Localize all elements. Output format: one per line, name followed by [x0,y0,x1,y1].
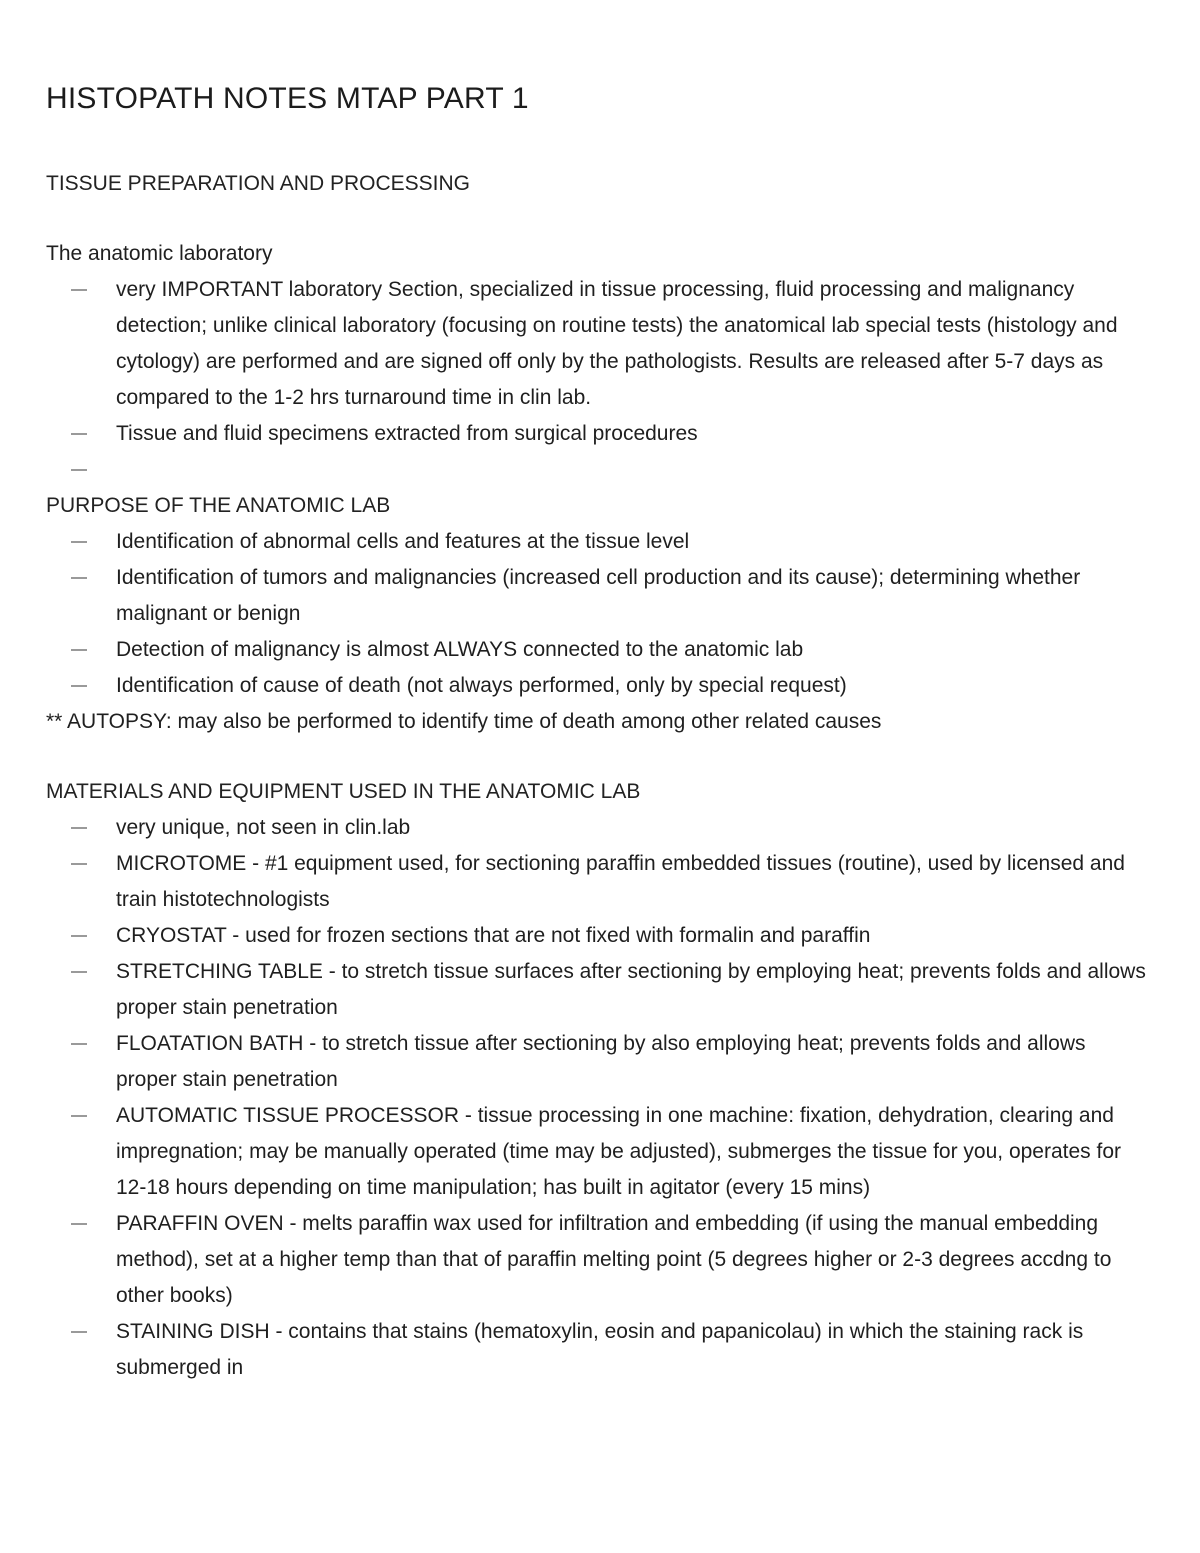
list-item-text: Identification of abnormal cells and features at the tissue level [116,530,690,553]
list-item [46,524,1152,560]
dash-bullet-icon [71,649,87,651]
dash-bullet-icon [71,685,87,687]
list-item-text: very IMPORTANT laboratory Section, specialized in tissue processing, fluid processing and malignancy detection; unlike clinical laboratory (focusing on routine tests) the anatomical lab special tests (histology and cytology) are performed and are signed off only by the pathologists. Results are released after 5-7 days as compared to the 1-2 hrs turnaround time in clin lab. [116,278,1118,409]
list-item [46,954,1152,1026]
list-item-text: CRYOSTAT - used for frozen sections that are not fixed with formalin and paraffin [116,924,871,947]
list-item [46,416,1152,452]
list-item [46,810,1152,846]
list-item [46,1314,1152,1386]
purpose-list [46,524,1152,704]
list-item-text: Identification of tumors and malignancies (increased cell production and its cause); determining whether malignant or benign [116,566,1081,625]
dash-bullet-icon [71,541,87,543]
list-item-text: Tissue and fluid specimens extracted from surgical procedures [116,422,698,445]
dash-bullet-icon [71,935,87,937]
list-item [46,560,1152,632]
dash-bullet-icon [71,1331,87,1333]
dash-bullet-icon [71,1043,87,1045]
list-item [46,452,1152,488]
dash-bullet-icon [71,827,87,829]
page-title: HISTOPATH NOTES MTAP PART 1 [46,82,529,115]
list-item-text: very unique, not seen in clin.lab [116,816,411,839]
section-heading-tissue-preparation: TISSUE PREPARATION AND PROCESSING [46,172,470,195]
list-item-text: STRETCHING TABLE - to stretch tissue surfaces after sectioning by employing heat; prevents folds and allows proper stain penetration [116,960,1146,1019]
list-item [46,1098,1152,1206]
dash-bullet-icon [71,971,87,973]
list-item-text: MICROTOME - #1 equipment used, for sectioning paraffin embedded tissues (routine), used by licensed and train histotechnologists [116,852,1125,911]
list-item-text: STAINING DISH - contains that stains (hematoxylin, eosin and papanicolau) in which the staining rack is submerged in [116,1320,1084,1379]
list-item-text: Detection of malignancy is almost ALWAYS connected to the anatomic lab [116,638,804,661]
dash-bullet-icon [71,1115,87,1117]
list-item-text: AUTOMATIC TISSUE PROCESSOR - tissue processing in one machine: fixation, dehydration, clearing and impregnation; may be manually operated (time may be adjusted), submerges the tissue for you, operates for 12-18 hours depending on time manipulation; has built in agitator (every 15 mins) [116,1104,1122,1199]
dash-bullet-icon [71,289,87,291]
list-item-text: Identification of cause of death (not always performed, only by special request) [116,674,847,697]
dash-bullet-icon [71,433,87,435]
list-item [46,668,1152,704]
list-item [46,632,1152,668]
dash-bullet-icon [71,1223,87,1225]
dash-bullet-icon [71,863,87,865]
dash-bullet-icon [71,469,87,471]
autopsy-note: ** AUTOPSY: may also be performed to identify time of death among other related causes [46,710,882,733]
list-item [46,272,1152,416]
list-item [46,846,1152,918]
anatomic-lab-list [46,272,1152,488]
purpose-heading: PURPOSE OF THE ANATOMIC LAB [46,494,391,517]
spacer [46,202,1152,236]
materials-list [46,810,1152,1386]
list-item [46,1026,1152,1098]
dash-bullet-icon [71,577,87,579]
materials-heading: MATERIALS AND EQUIPMENT USED IN THE ANATOMIC LAB [46,780,641,803]
list-item [46,918,1152,954]
list-item-text: FLOATATION BATH - to stretch tissue after sectioning by also employing heat; prevents folds and allows proper stain penetration [116,1032,1086,1091]
list-item-text: PARAFFIN OVEN - melts paraffin wax used for infiltration and embedding (if using the manual embedding method), set at a higher temp than that of paraffin melting point (5 degrees higher or 2-3 degrees accdng to other books) [116,1212,1112,1307]
anatomic-lab-heading: The anatomic laboratory [46,242,273,265]
list-item [46,1206,1152,1314]
spacer [46,740,1152,774]
